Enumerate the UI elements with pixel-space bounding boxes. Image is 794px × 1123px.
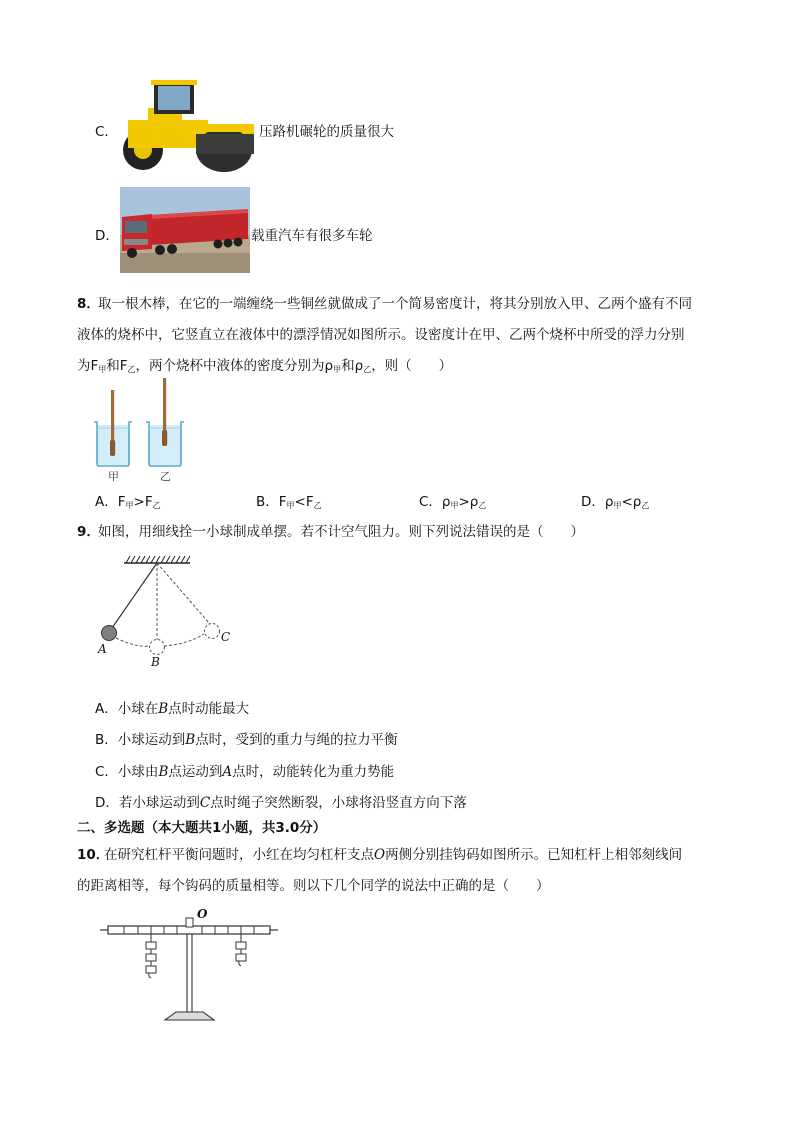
q8-option-a: A．$F_甲>F_乙$ bbox=[95, 494, 161, 510]
q9-option-a: A．小球在B点时动能最大 bbox=[95, 701, 250, 717]
q8-stem-line3: 为$F_甲$和$F_乙$，两个烧杯中液体的密度分别为$\rho_甲$和$\rho_乙$，则（ ） bbox=[77, 358, 453, 374]
q8-stem-line1: 取一根木棒，在它的一端缠绕一些铜丝就做成了一个简易密度计，将其分别放入甲、乙两个盛有不同 bbox=[98, 296, 692, 312]
q8-stem-line2: 液体的烧杯中，它竖直立在液体中的漂浮情况如图所示。设密度计在甲、乙两个烧杯中所受的浮力分别 bbox=[77, 327, 685, 343]
q8-option-d: D．$\rho_甲<\rho_乙$ bbox=[581, 494, 650, 510]
beaker-jia bbox=[94, 390, 132, 466]
q9-option-b: B．小球运动到B点时，受到的重力与绳的拉力平衡 bbox=[95, 732, 398, 748]
q7-option-c-label: C． bbox=[95, 124, 118, 140]
pendulum-figure bbox=[92, 552, 242, 670]
q7-option-d-label: D． bbox=[95, 228, 119, 244]
road-roller-image bbox=[118, 78, 258, 176]
q8-number: 8． bbox=[77, 296, 100, 312]
beaker-yi bbox=[146, 378, 184, 466]
q9-option-c: C．小球由B点运动到A点时，动能转化为重力势能 bbox=[95, 764, 395, 780]
pendulum-point-b: B bbox=[151, 655, 160, 669]
q9-number: 9． bbox=[77, 524, 100, 540]
q7-option-c-text: 压路机碾轮的质量很大 bbox=[259, 124, 394, 140]
pendulum-point-c: C bbox=[221, 630, 231, 644]
pendulum-point-a: A bbox=[98, 642, 107, 656]
q8-option-b: B．$F_甲<F_乙$ bbox=[256, 494, 322, 510]
q7-option-d-text: 载重汽车有很多车轮 bbox=[251, 228, 373, 244]
section-2-title: 二、多选题（本大题共1小题，共3.0分） bbox=[77, 820, 327, 836]
q10-stem-line1: 在研究杠杆平衡问题时，小红在均匀杠杆支点O两侧分别挂钩码如图所示。已知杠杆上相邻刻线间 bbox=[104, 847, 683, 863]
q9-stem: 如图，用细线拴一小球制成单摆。若不计空气阻力。则下列说法错误的是（ ） bbox=[98, 524, 584, 540]
hydrometer-figure bbox=[88, 378, 198, 484]
lever-pivot-label: O bbox=[197, 907, 208, 921]
q8-option-c: C．$\rho_甲>\rho_乙$ bbox=[419, 494, 487, 510]
beaker-yi-label: 乙 bbox=[160, 470, 171, 483]
q9-option-d: D．若小球运动到C点时绳子突然断裂，小球将沿竖直方向下落 bbox=[95, 795, 467, 811]
heavy-truck-image bbox=[120, 187, 250, 273]
q10-number: 10． bbox=[77, 847, 110, 863]
beaker-jia-label: 甲 bbox=[108, 470, 119, 483]
lever-figure bbox=[100, 912, 280, 1024]
q10-stem-line2: 的距离相等，每个钩码的质量相等。则以下几个同学的说法中正确的是（ ） bbox=[77, 878, 550, 894]
